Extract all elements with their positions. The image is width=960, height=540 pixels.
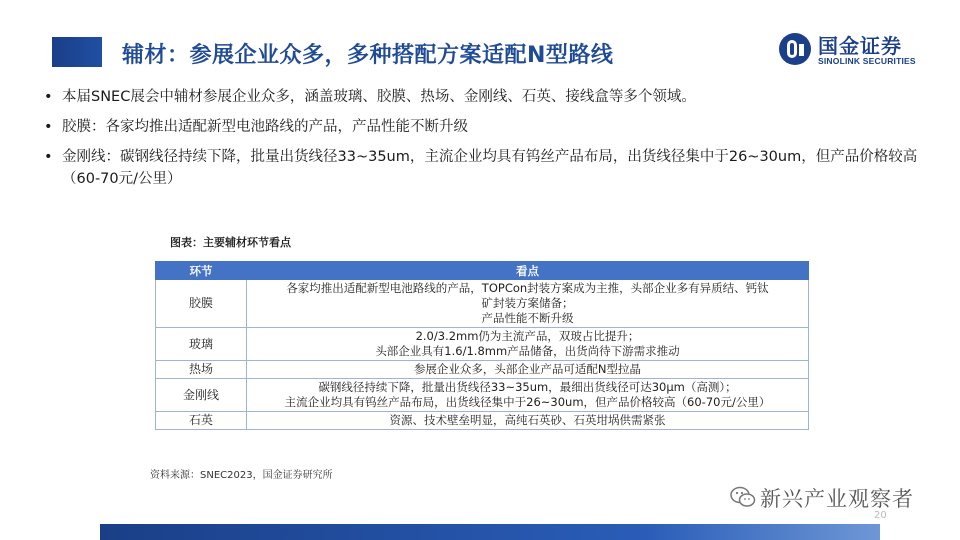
highlight-line: 主流企业均具有钨丝产品布局，出货线径集中于26~30um，但产品价格较高（60-70元/公里）	[284, 395, 771, 409]
column-header-highlights: 看点	[247, 262, 809, 280]
highlight-line: 参展企业众多，头部企业产品可适配N型拉晶	[413, 362, 642, 376]
highlight-line: 矿封装方案储备；	[481, 296, 574, 310]
bullet-item: • 本届SNEC展会中辅材参展企业众多，涵盖玻璃、胶膜、热场、金刚线、石英、接线盒等多个领域。	[44, 86, 924, 108]
bullet-list	[44, 86, 924, 198]
highlight-cell	[247, 280, 809, 328]
highlight-line: 产品性能不断升级	[481, 311, 574, 325]
wechat-icon	[730, 486, 756, 508]
segment-cell: 石英	[156, 412, 247, 430]
page-number: 20	[874, 510, 887, 521]
source-note: 资料来源：SNEC2023，国金证券研究所	[150, 470, 333, 481]
sinolink-logo-icon	[778, 32, 812, 66]
highlight-line: 资源、技术壁垒明显，高纯石英砂、石英坩埚供需紧张	[389, 413, 666, 427]
table-row	[156, 328, 809, 361]
highlight-line: 各家均推出适配新型电池路线的产品，TOPCon封装方案成为主推，头部企业多有异质结、钙钛	[286, 281, 769, 295]
table-row	[156, 379, 809, 412]
highlight-line: 头部企业具有1.6/1.8mm产品储备，出货尚待下游需求推动	[375, 344, 680, 358]
table-header-row	[156, 262, 809, 280]
highlight-line: 碳钢线径持续下降，批量出货线径33~35um，最细出货线径可达30μm（高测）；	[318, 380, 737, 394]
footer-bar	[100, 524, 880, 540]
title-accent-block	[52, 37, 102, 67]
segment-cell: 胶膜	[156, 280, 247, 328]
bullet-item: • 金刚线：碳钢线径持续下降，批量出货线径33~35um，主流企业均具有钨丝产品布局，出货线径集中于26~30um，但产品价格较高（60-70元/公里）	[44, 146, 924, 190]
segment-cell: 金刚线	[156, 379, 247, 412]
highlight-cell	[247, 379, 809, 412]
highlight-cell	[247, 412, 809, 430]
materials-table	[155, 261, 809, 430]
table-row	[156, 412, 809, 430]
company-logo	[778, 30, 948, 70]
table-row	[156, 361, 809, 379]
logo-chinese-text: 国金证券	[818, 34, 902, 58]
highlight-cell	[247, 328, 809, 361]
highlight-cell	[247, 361, 809, 379]
segment-cell: 玻璃	[156, 328, 247, 361]
segment-cell: 热场	[156, 361, 247, 379]
figure-title: 图表：主要辅材环节看点	[170, 236, 291, 249]
column-header-segment: 环节	[156, 262, 247, 280]
page-title: 辅材：参展企业众多，多种搭配方案适配N型路线	[122, 43, 614, 68]
table-row	[156, 280, 809, 328]
highlight-line: 2.0/3.2mm仍为主流产品，双玻占比提升；	[415, 329, 640, 343]
logo-english-text: SINOLINK SECURITIES	[818, 56, 916, 66]
bullet-item: • 胶膜：各家均推出适配新型电池路线的产品，产品性能不断升级	[44, 116, 924, 138]
watermark-text: 新兴产业观察者	[760, 487, 914, 511]
